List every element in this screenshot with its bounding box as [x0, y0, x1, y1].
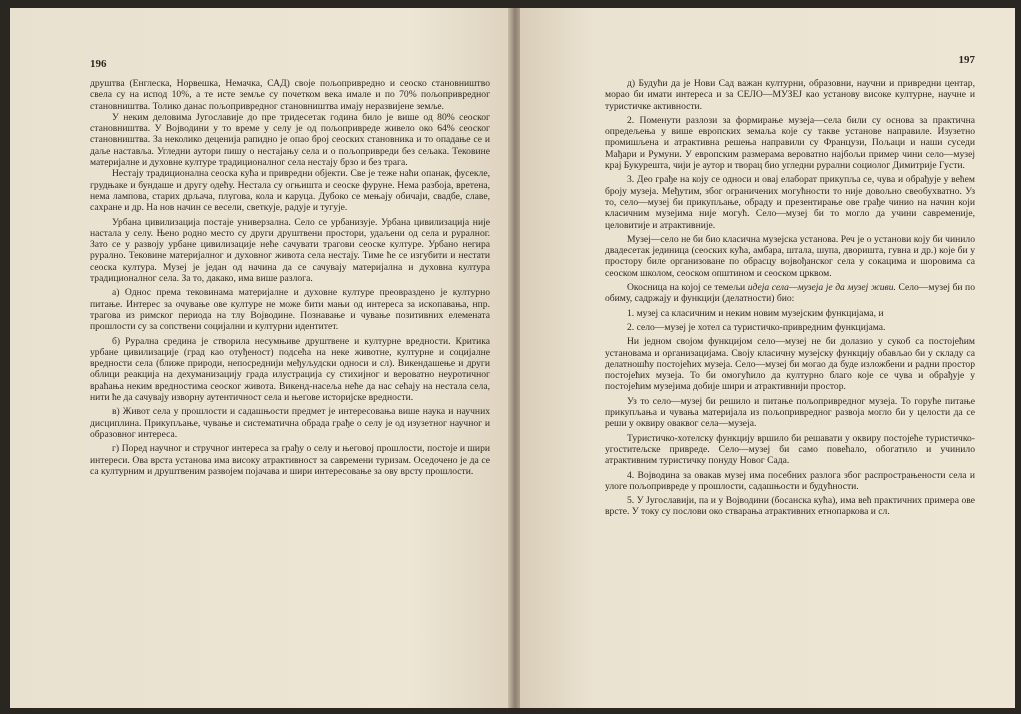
paragraph: б) Рурална средина је створила несумњиве друштвене и културне вредности. Критика урбане цивилизације (град као отуђеност) подсећа на неке животне, културне и социјалне вредности села (ближе природи, непосреднији међуљудски односи и сл). Викендашење и други облици реакција на дехуманизацију града илустрација су стихијног и вероватно неуротичног враћања неким вредностима сеоског живота. Викенд-насеља неће да нас сећају на нестала села, нити ће да сачувају изворну аутентичност села и његове историјске вредности. [90, 335, 490, 404]
page-number-right: 197 [958, 54, 975, 66]
paragraph: а) Однос према тековинама материјалне и духовне културе преовраздено је културно питање. Интерес за очување ове културе не може бити мањи од интереса за ископавања, нпр. трагова из римског периода на тлу Војводине. Познавање и чување позитивних елемената прошлости су за сопствени социјални и културни идентитет. [90, 287, 490, 333]
paragraph: Урбана цивилизација постаје универзална. Село се урбанизује. Урбана цивилизација није настала у селу. Њено родно место су други друштвени простори, удаљени од села и руралног. Зато се у развоју урбане цивилизације неће сачувати трагови сеоске културе. Урбано негира рурално. Тековине материјалног и духовног живота села нестају. Тиме ће се изгубити и нестати сеоска култура. Музеј је један од начина да се сачувају материјална и духовна култура традиционалног села. За то, дакако, има више разлога. [90, 216, 490, 285]
list-item: 2. село—музеј је хотел са туристичко-привредним функцијама. [627, 321, 886, 333]
right-page-text [605, 78, 975, 518]
paragraph: 3. Део грађе на коју се односи и овај елаборат прикупља се, чува и обрађује у већем броју музеја. Међутим, због ограничених могућности то није довољно свеобухватно. Уз то, село—музеј би прикупљање, обраду и презентирање ове грађе чинио на начин који класичним музејима није могућ. Село—музеј би то могло да учини савременије, целовитије и атрактивније. [605, 174, 975, 231]
left-page-text [90, 78, 490, 477]
page-number-left: 196 [90, 58, 107, 70]
paragraph: Музеј—село не би био класична музејска установа. Реч је о установи коју би чинило двадесетак јединица (сеоских кућа, амбара, штала, шупа, дворишта, гувна и др.) које би у простору биле организоване по обрасцу војвођанског села у сокацима и шоровима са сеоском школом, сеоском општином и сеоском црквом. [605, 233, 975, 279]
concept-italic: идеја села—музеја је да музеј живи. [747, 282, 896, 294]
paragraph: Уз то село—музеј би решило и питање пољопривредног музеја. То горуће питање прикупљања и чувања материјала из пољопривредног развоја могло би у целости да се реши у оквиру оваквог села—музеја. [605, 395, 975, 430]
paragraph: г) Поред научног и стручног интереса за грађу о селу и његовој прошлости, постоје и шири интереси. Ова врста установа има високу атрактивност за савремени туризам. Оседочено је да се са културним и друштвеним развојем појачава и шири интересовање за ову врсту прошлости. [90, 443, 490, 477]
concept-lead: Окосница на којој се темељи [627, 282, 746, 294]
paragraph: друштва (Енглеска, Норвешка, Немачка, САД) своје пољопривредно и сеоско становништво свела су на испод 10%, а те исте земље су почетком века имале и по 70% пољопривредног становништва. Толико данас пољопривредног становништва имају неразвијене земље. [90, 78, 490, 112]
paragraph: в) Живот села у прошлости и садашњости предмет је интересовања више наука и научних дисциплина. Прикупљање, чување и систематична обрада грађе о селу је од изузетног научног и образовног интереса. [90, 406, 490, 440]
paragraph: 5. У Југославији, па и у Војводини (босанска кућа), има већ практичних примера ове врсте. У току су послови око стварања атрактивних етнопаркова и сл. [605, 495, 975, 518]
concept-paragraph [605, 282, 975, 305]
concept-tail: Село—музеј би по обиму, садржају и функцији (делатности) био: [605, 282, 975, 305]
paragraph: 2. Поменути разлози за формирање музеја—села били су основа за практична опредељења у више европских земаља које су такве установе направиле. Изузетно промишљена и атрактивна решења направили су Французи, Пољаци и наши суседи Мађари и Румуни. У европским размерама вероватно најбољи пример чини село—музеј крај Букурешта, чији је аутор и творац био угледни рурални социолог Димитрије Густи. [605, 114, 975, 172]
list-item: 1. музеј са класичним и неким новим музејским функцијама, и [627, 307, 884, 319]
right-page [520, 8, 1015, 708]
paragraph: У неким деловима Југославије до пре тридесетак година било је више од 80% сеоског становништва. У Војводини у то време у селу је од пољопривреде живело око 64% сеоског становништва. За неколико деценија рапидно је опао број сеоских становника и то опадање се и даље наставља. Угледни аутори пишу о нестајању села и о пољопривреди без сељака. Тековине материјалне и духовне културе традиционалног села нестају брзо и без трага. [90, 111, 490, 169]
paragraph: Нестају традиционална сеоска кућа и привредни објекти. Све је теже наћи опанак, фусекле, грудњаке и бундаше и другу одећу. Нестала су огњишта и сеоске фуруне. Нема разбоја, вретена, нема лампова, старих дрљача, плугова, кола и каруца. Дубоко се мењају обичаји, свадбе, славе, сахране и др. На нов начин се весели, светкује, радује и тугује. [90, 168, 490, 214]
paragraph: Ни једном својом функцијом село—музеј не би долазио у сукоб са постојећим установама и организацијама. Своју класичну музејску функцију обављао би у складу са делатношћу постојећих музеја. Село—музеј би могао да буде изложбени и радни простор постојећих музеја. То би омогућило да културно благо које се чува и обрађује у постојећим музејима добије шири и атрактивнији простор. [605, 336, 975, 393]
left-page [10, 8, 510, 708]
paragraph: Туристичко-хотелску функцију вршило би решавати у оквиру постојеће туристичко-угоститељске привреде. Село—музеј би само повећало, обогатило и учинило атрактивним туристичку понуду Новог Сада. [605, 432, 975, 467]
paragraph: 4. Војводина за овакав музеј има посебних разлога због распрострањености села и улоге пољопривреде у прошлости, садашњости и будућности. [605, 469, 975, 492]
paragraph: д) Будући да је Нови Сад важан културни, образовни, научни и привредни центар, морао би имати интереса и за СЕЛО—МУЗЕЈ као установу високе културне, научне и туристичке активности. [605, 78, 975, 112]
